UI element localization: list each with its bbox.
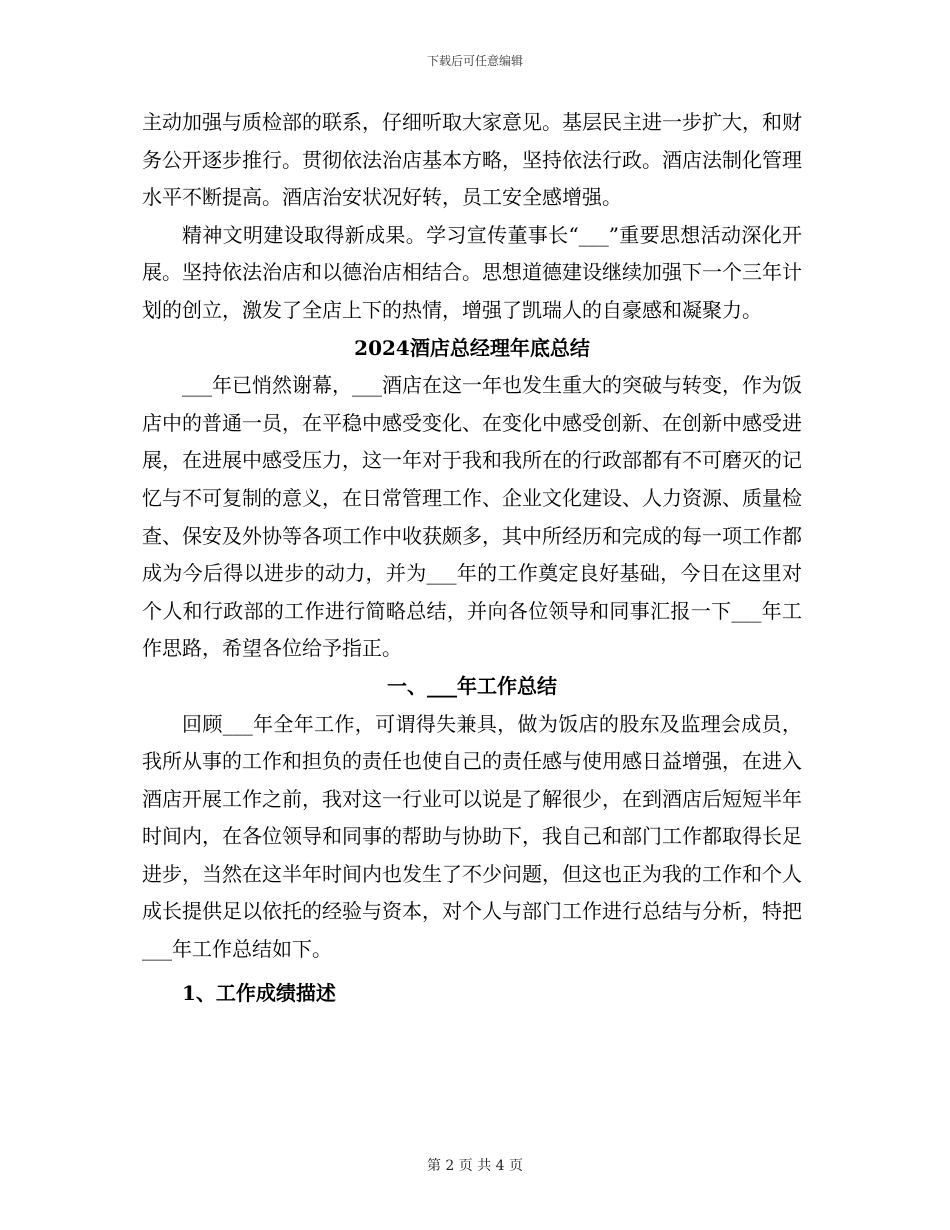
paragraph-4: 回顾___年全年工作，可谓得失兼具，做为饭店的股东及监理会成员，我所从事的工作和担负的责任也使自己的责任感与使用感日益增强，在进入酒店开展工作之前，我对这一行业可以说是了解很少，在到酒店后短短半年时间内，在各位领导和同事的帮助与协助下，我自己和部门工作都取得长足进步，当然在这半年时间内也发生了不少问题，但这也正为我的工作和个人成长提供足以依托的经验与资本，对个人与部门工作进行总结与分析，特把___年工作总结如下。 (142, 711, 802, 962)
paragraph-2: 精神文明建设取得新成果。学习宣传董事长“___”重要思想活动深化开展。坚持依法治店和以德治店相结合。思想道德建设继续加强下一个三年计划的创立，激发了全店上下的热情，增强了凯瑞人的自豪感和凝聚力。 (142, 222, 802, 322)
subsection-heading-1: 1、工作成绩描述 (182, 980, 336, 1005)
paragraph-1: 主动加强与质检部的联系，仔细听取大家意见。基层民主进一步扩大，和财务公开逐步推行。贯彻依法治店基本方略，坚持依法行政。酒店法制化管理水平不断提高。酒店治安状况好转，员工安全感增强。 (142, 110, 802, 210)
section-heading-1: 一、___年工作总结 (387, 673, 557, 698)
document-title: 2024酒店总经理年底总结 (354, 335, 590, 360)
page-header: 下载后可任意编辑 (426, 54, 523, 68)
paragraph-3: ___年已悄然谢幕，___酒店在这一年也发生重大的突破与转变，作为饭店中的普通一员，在平稳中感受变化、在变化中感受创新、在创新中感受进展，在进展中感受压力，这一年对于我和我所在的行政部都有不可磨灭的记忆与不可复制的意义，在日常管理工作、企业文化建设、人力资源、质量检查、保安及外协等各项工作中收获颇多，其中所经历和完成的每一项工作都成为今后得以进步的动力，并为___年的工作奠定良好基础，今日在这里对个人和行政部的工作进行简略总结，并向各位领导和同事汇报一下___年工作思路，希望各位给予指正。 (142, 373, 802, 661)
page-footer: 第 2 页 共 4 页 (426, 1158, 524, 1174)
document-body (142, 104, 802, 1012)
